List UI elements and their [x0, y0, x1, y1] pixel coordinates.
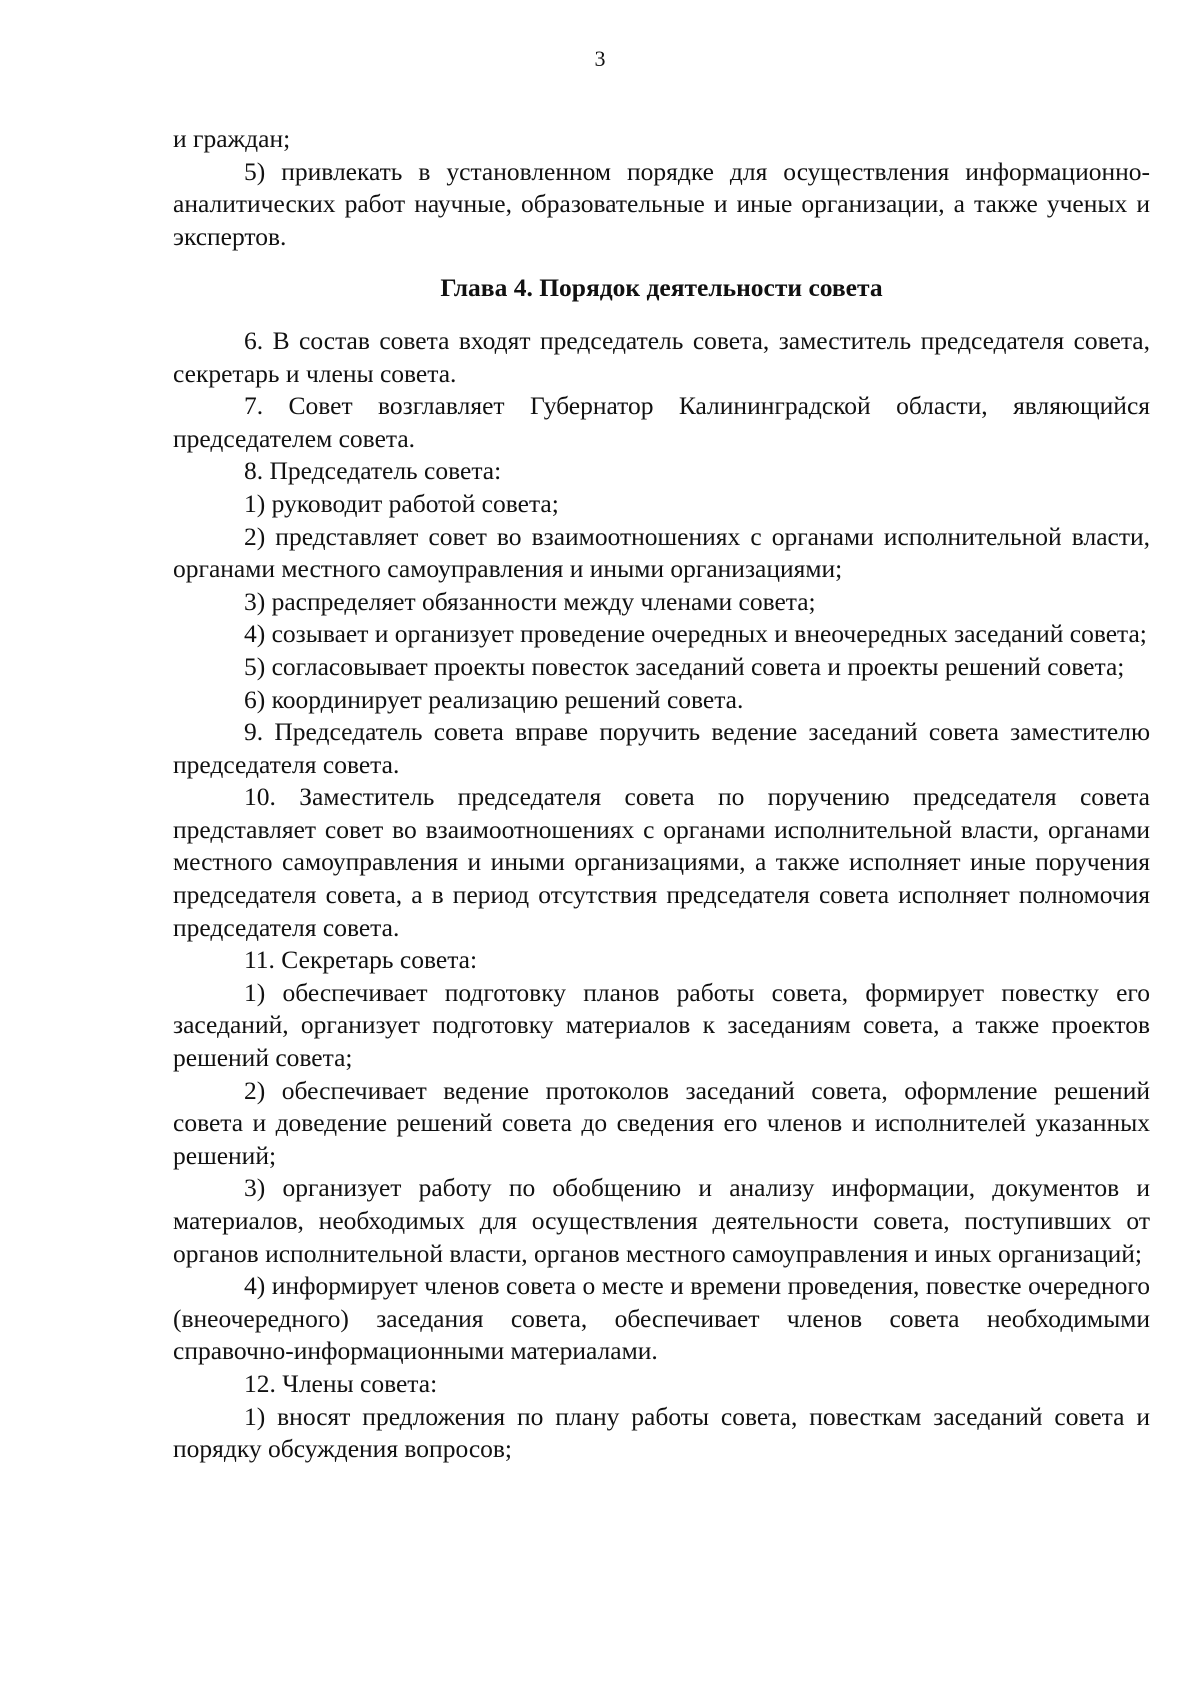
- page-number: 3: [594, 46, 606, 71]
- paragraph-12-item-1: 1) вносят предложения по плану работы совета, повесткам заседаний совета и порядку обсуждения вопросов;: [173, 1401, 1150, 1464]
- paragraph-6: 6. В состав совета входят председатель совета, заместитель председателя совета, секретарь и члены совета.: [173, 325, 1150, 388]
- paragraph-9: 9. Председатель совета вправе поручить ведение заседаний совета заместителю председателя совета.: [173, 717, 1150, 779]
- paragraph-11-item-1: 1) обеспечивает подготовку планов работы совета, формирует повестку его заседаний, организует подготовку материалов к заседаниям совета, а также проектов решений совета;: [173, 977, 1150, 1073]
- paragraph-item-5-prev-chapter: 5) привлекать в установленном порядке для осуществления информационно-аналитических работ научные, образовательные и иные организации, а также ученых и экспертов.: [173, 156, 1150, 251]
- chapter-heading: Глава 4. Порядок деятельности совета: [440, 273, 883, 303]
- paragraph-11-item-4: 4) информирует членов совета о месте и времени проведения, повестке очередного (внеочередного) заседания совета, обеспечивает членов совета необходимыми справочно-информационными материалами.: [173, 1271, 1150, 1366]
- paragraph-8-item-2: 2) представляет совет во взаимоотношениях с органами исполнительной власти, органами местного самоуправления и иными организациями;: [173, 521, 1150, 584]
- paragraph-8: 8. Председатель совета:: [244, 456, 502, 486]
- paragraph-10: 10. Заместитель председателя совета по поручению председателя совета представляет совет во взаимоотношениях с органами исполнительной власти, органами местного самоуправления и иными организациями, а также исполняет иные поручения председателя совета, а в период отсутствия председателя совета исполняет полномочия председателя совета.: [173, 782, 1150, 942]
- paragraph-8-item-1: 1) руководит работой совета;: [244, 488, 559, 518]
- paragraph-11: 11. Секретарь совета:: [244, 945, 478, 975]
- paragraph-8-item-4: 4) созывает и организует проведение очередных и внеочередных заседаний совета;: [244, 619, 1147, 649]
- paragraph-8-item-5: 5) согласовывает проекты повесток заседаний совета и проекты решений совета;: [244, 651, 1125, 681]
- document-body: [173, 123, 1150, 1466]
- paragraph-8-item-3: 3) распределяет обязанности между членами совета;: [244, 586, 816, 616]
- paragraph-intro-continuation: и граждан;: [173, 124, 291, 153]
- paragraph-11-item-3: 3) организует работу по обобщению и анализу информации, документов и материалов, необходимых для осуществления деятельности совета, поступивших от органов исполнительной власти, органов местного самоуправления и иных организаций;: [173, 1173, 1150, 1268]
- paragraph-7: 7. Совет возглавляет Губернатор Калининградской области, являющийся председателем совета.: [173, 391, 1150, 453]
- paragraph-11-item-2: 2) обеспечивает ведение протоколов заседаний совета, оформление решений совета и доведение решений совета до сведения его членов и исполнителей указанных решений;: [173, 1075, 1150, 1170]
- paragraph-8-item-6: 6) координирует реализацию решений совета.: [244, 684, 744, 714]
- paragraph-12: 12. Члены совета:: [244, 1368, 438, 1398]
